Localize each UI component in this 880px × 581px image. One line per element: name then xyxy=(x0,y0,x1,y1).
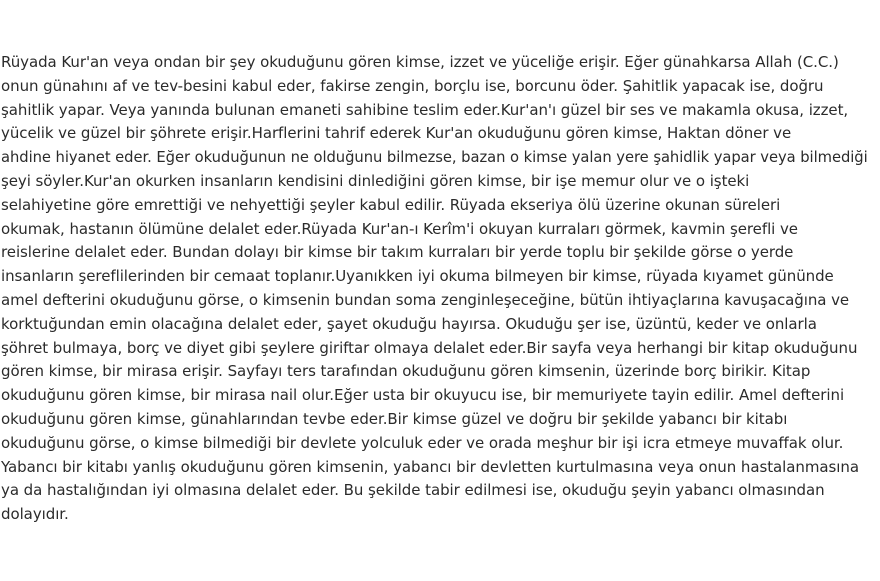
text-line: amel defterini okuduğunu görse, o kimsenin bundan soma zenginleşeceğine, bütün ihtiyaçlarına kavuşacağına ve xyxy=(1,290,850,309)
text-line: okuduğunu gören kimse, günahlarından tevbe eder.Bir kimse güzel ve doğru bir şekilde yabancı bir kitabı xyxy=(1,409,788,428)
text-line: Yabancı bir kitabı yanlış okuduğunu gören kimsenin, yabancı bir devletten kurtulmasına veya onun hastalanmasına xyxy=(1,457,859,476)
text-line: ya da hastalığından iyi olmasına delalet eder. Bu şekilde tabir edilmesi ise, okuduğu şeyin yabancı olmasından xyxy=(1,481,825,500)
text-line: reislerine delalet eder. Bundan dolayı bir kimse bir takım kurraları bir yerde toplu bir şekilde görse o yerde xyxy=(1,243,794,262)
text-line: insanların şereflilerinden bir cemaat toplanır.Uyanıkken iyi okuma bilmeyen bir kimse, rüyada kıyamet gününde xyxy=(1,267,834,286)
text-line: korktuğundan emin olacağına delalet eder, şayet okuduğu hayırsa. Okuduğu şer ise, üzüntü, keder ve onlarla xyxy=(1,314,817,333)
text-line: ahdine hiyanet eder. Eğer okuduğunun ne olduğunu bilmezse, bazan o kimse yalan yere şahidlik yapar veya bilmediği xyxy=(1,149,868,167)
text-line: yücelik ve güzel bir şöhrete erişir.Harflerini tahrif ederek Kur'an okuduğunu gören kimse, Haktan döner ve xyxy=(1,124,792,143)
text-line: gören kimse, bir mirasa erişir. Sayfayı ters tarafından okuduğunu gören kimsenin, üzerinde borç birikir. Kitap xyxy=(1,362,811,381)
text-line: okumak, hastanın ölümüne delalet eder.Rüyada Kur'an-ı Kerîm'i okuyan kurraları görmek, kavmin şerefli ve xyxy=(1,219,798,238)
text-line: Rüyada Kur'an veya ondan bir şey okuduğunu gören kimse, izzet ve yüceliğe erişir. Eğer günahkarsa Allah (C.C.) xyxy=(1,53,839,71)
text-line: şahitlik yapar. Veya yanında bulunan emaneti sahibine teslim eder.Kur'an'ı güzel bir ses ve makamla okusa, izzet, xyxy=(1,100,849,119)
text-line: okuduğunu görse, o kimse bilmediği bir devlete yolculuk eder ve orada meşhur bir işi icra etmeye muvaffak olur. xyxy=(1,433,844,452)
text-line: onun günahını af ve tev-besini kabul eder, fakirse zengin, borçlu ise, borcunu öder. Şahitlik yapacak ise, doğru xyxy=(1,76,824,95)
text-line: dolayıdır. xyxy=(1,505,69,524)
text-line: okuduğunu gören kimse, bir mirasa nail olur.Eğer usta bir okuyucu ise, bir memuriyete tayin edilir. Amel defterini xyxy=(1,386,845,405)
text-line: şeyi söyler.Kur'an okurken insanların kendisini dinlediğini gören kimse, bir işe memur olur ve o işteki xyxy=(1,171,750,190)
text-line: selahiyetine göre emrettiği ve nehyettiği şeyler kabul edilir. Rüyada ekseriya ölü üzerine okunan süreleri xyxy=(1,195,781,214)
text-line: şöhret bulmaya, borç ve diyet gibi şeylere giriftar olmaya delalet eder.Bir sayfa veya herhangi bir kitap okuduğunu xyxy=(1,338,858,357)
